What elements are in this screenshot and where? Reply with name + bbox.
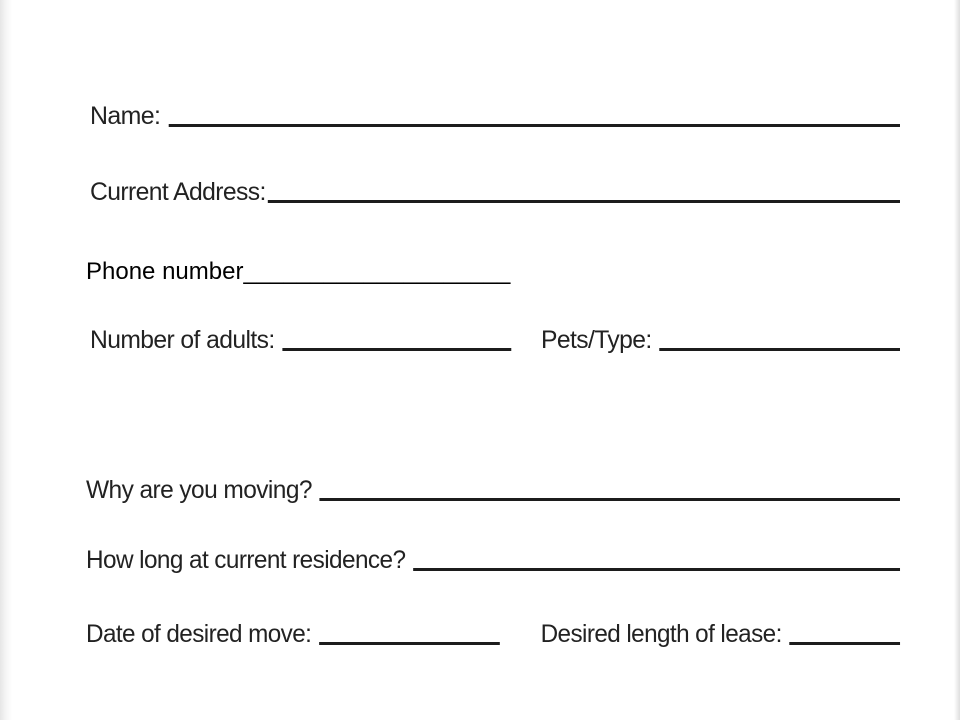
- number-of-adults-label: Number of adults:: [90, 326, 275, 354]
- number-of-adults-field[interactable]: [283, 348, 512, 351]
- current-address-field[interactable]: [268, 200, 900, 203]
- name-field[interactable]: [168, 124, 899, 127]
- desired-move-label: Date of desired move:: [86, 620, 312, 648]
- phone-number-field[interactable]: Phone number____________________: [86, 258, 511, 285]
- lease-length-field[interactable]: [790, 642, 901, 645]
- move-lease-row: [86, 622, 900, 647]
- name-label: Name:: [90, 102, 161, 130]
- pets-type-field[interactable]: [660, 348, 901, 351]
- why-moving-row: [86, 478, 900, 503]
- how-long-label: How long at current residence?: [86, 546, 406, 574]
- adults-pets-row: [90, 328, 900, 353]
- current-address-row: [90, 180, 900, 205]
- lease-length-label: Desired length of lease:: [540, 620, 782, 648]
- pets-type-label: Pets/Type:: [540, 326, 652, 354]
- how-long-field[interactable]: [413, 568, 900, 571]
- desired-move-field[interactable]: [319, 642, 500, 645]
- why-moving-label: Why are you moving?: [86, 476, 312, 504]
- name-row: [90, 104, 900, 129]
- how-long-row: [86, 548, 900, 573]
- why-moving-field[interactable]: [320, 498, 901, 501]
- current-address-label: Current Address:: [90, 178, 266, 206]
- page-edge-shadow-right: [954, 0, 960, 720]
- page-edge-shadow: [0, 0, 12, 720]
